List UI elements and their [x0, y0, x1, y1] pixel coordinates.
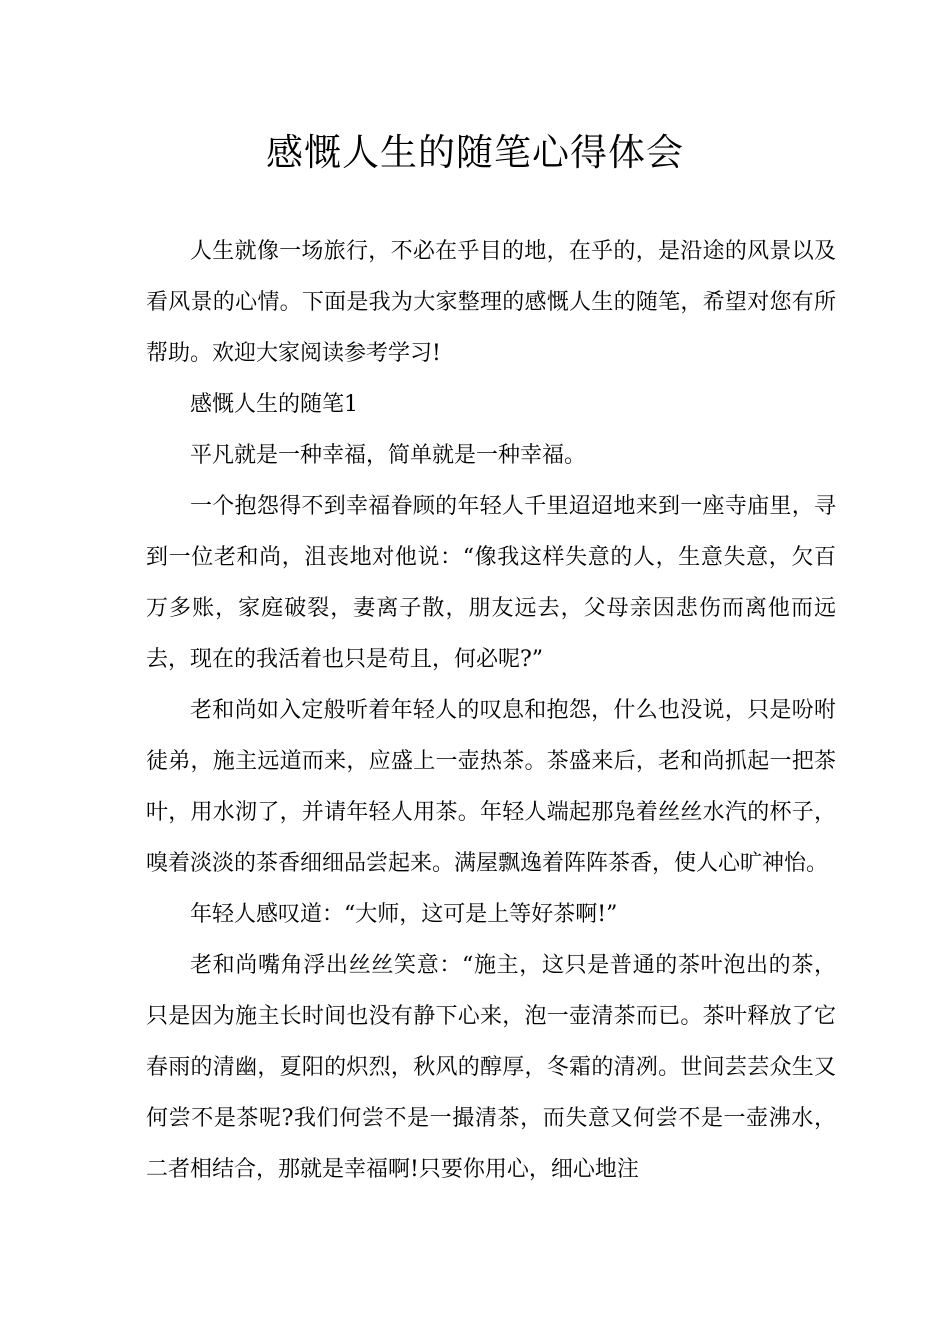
paragraph-intro: 人生就像一场旅行，不必在乎目的地，在乎的，是沿途的风景以及看风景的心情。下面是我为大家整理的感慨人生的随笔，希望对您有所帮助。欢迎大家阅读参考学习!: [146, 239, 836, 366]
paragraph: 平凡就是一种幸福，简单就是一种幸福。: [190, 443, 587, 468]
paragraph: 年轻人感叹道：“大师，这可是上等好茶啊!”: [190, 902, 618, 927]
paragraph: 老和尚嘴角浮出丝丝笑意：“施主，这只是普通的茶叶泡出的茶，只是因为施主长时间也没有静下心来，泡一壶清茶而已。茶叶释放了它春雨的清幽，夏阳的炽烈，秋风的醇厚，冬霜的清冽。世间芸芸众生又何尝不是茶呢?我们何尝不是一撮清茶，而失意又何尝不是一壶沸水，二者相结合，那就是幸福啊!只要你用心，细心地注: [146, 953, 836, 1182]
document-title: 感慨人生的随笔心得体会: [266, 131, 684, 174]
paragraph: 一个抱怨得不到幸福眷顾的年轻人千里迢迢地来到一座寺庙里，寻到一位老和尚，沮丧地对他说：“像我这样失意的人，生意失意，欠百万多账，家庭破裂，妻离子散，朋友远去，父母亲因悲伤而离他而远去，现在的我活着也只是苟且，何必呢?”: [146, 494, 836, 672]
section-heading: 感慨人生的随笔1: [190, 392, 358, 417]
paragraph: 老和尚如入定般听着年轻人的叹息和抱怨，什么也没说，只是吩咐徒弟，施主远道而来，应盛上一壶热茶。茶盛来后，老和尚抓起一把茶叶，用水沏了，并请年轻人用茶。年轻人端起那凫着丝丝水汽的杯子，嗅着淡淡的茶香细细品尝起来。满屋飘逸着阵阵茶香，使人心旷神怡。: [146, 698, 836, 876]
document-body: [146, 226, 836, 1195]
